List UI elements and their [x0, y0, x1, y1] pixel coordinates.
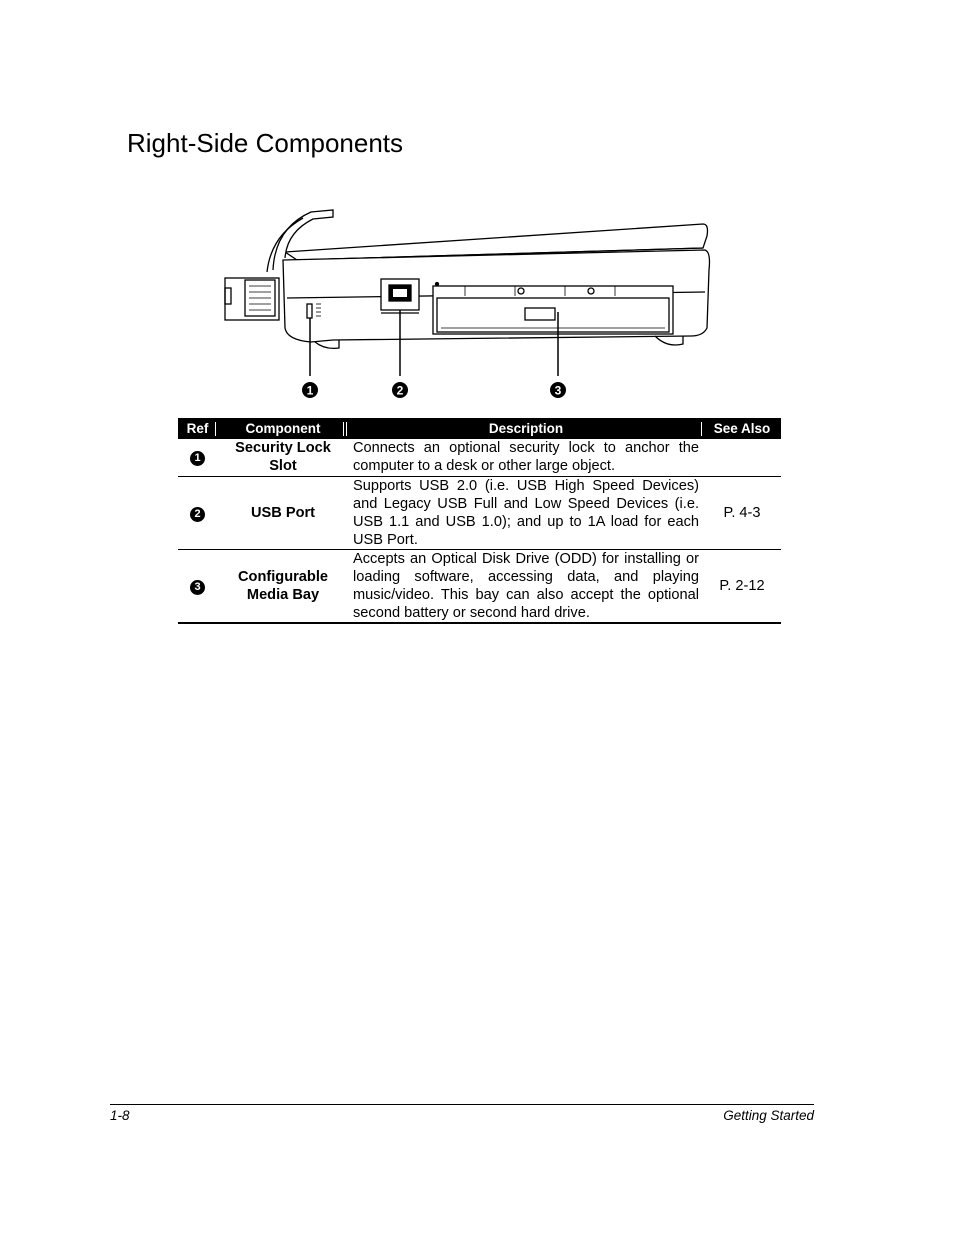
row-description: Connects an optional security lock to anchor the computer to a desk or other large object. [349, 439, 703, 476]
row-component: Configurable Media Bay [217, 549, 349, 623]
row-description: Accepts an Optical Disk Drive (ODD) for installing or loading software, accessing data, and playing music/video. This bay can also accept the optional second battery or second hard drive. [349, 549, 703, 623]
footer-section-title: Getting Started [723, 1108, 814, 1123]
components-table [178, 418, 781, 624]
callout-2 [392, 382, 408, 398]
ref-badge: 2 [190, 507, 205, 522]
row-see-also: P. 4-3 [703, 476, 781, 549]
row-component: USB Port [217, 476, 349, 549]
table-row [178, 549, 781, 623]
svg-text:1: 1 [306, 383, 314, 398]
row-component: Security Lock Slot [217, 439, 349, 476]
page-title: Right-Side Components [127, 128, 404, 158]
table-header-row [178, 418, 781, 439]
row-see-also: P. 2-12 [703, 549, 781, 623]
row-ref [178, 476, 217, 549]
footer-divider [110, 1104, 814, 1105]
header-ref: Ref [178, 418, 217, 439]
row-see-also [703, 439, 781, 476]
row-ref [178, 549, 217, 623]
header-see-also: See Also [703, 418, 781, 439]
components-table-wrapper [178, 418, 781, 624]
header-component: Component [217, 418, 349, 439]
ref-badge: 3 [190, 580, 205, 595]
table-row [178, 476, 781, 549]
ref-badge: 1 [190, 451, 205, 466]
row-ref [178, 439, 217, 476]
laptop-right-side-illustration [215, 200, 735, 410]
footer-page-number: 1-8 [110, 1108, 130, 1123]
svg-text:2: 2 [396, 383, 404, 398]
callout-1 [302, 382, 318, 398]
header-description: Description [349, 418, 703, 439]
table-row [178, 439, 781, 476]
callout-3 [550, 382, 566, 398]
svg-text:3: 3 [554, 383, 562, 398]
row-description: Supports USB 2.0 (i.e. USB High Speed Devices) and Legacy USB Full and Low Speed Devices (i.e. USB 1.1 and USB 1.0); and up to 1A load for each USB Port. [349, 476, 703, 549]
laptop-diagram [215, 200, 735, 410]
